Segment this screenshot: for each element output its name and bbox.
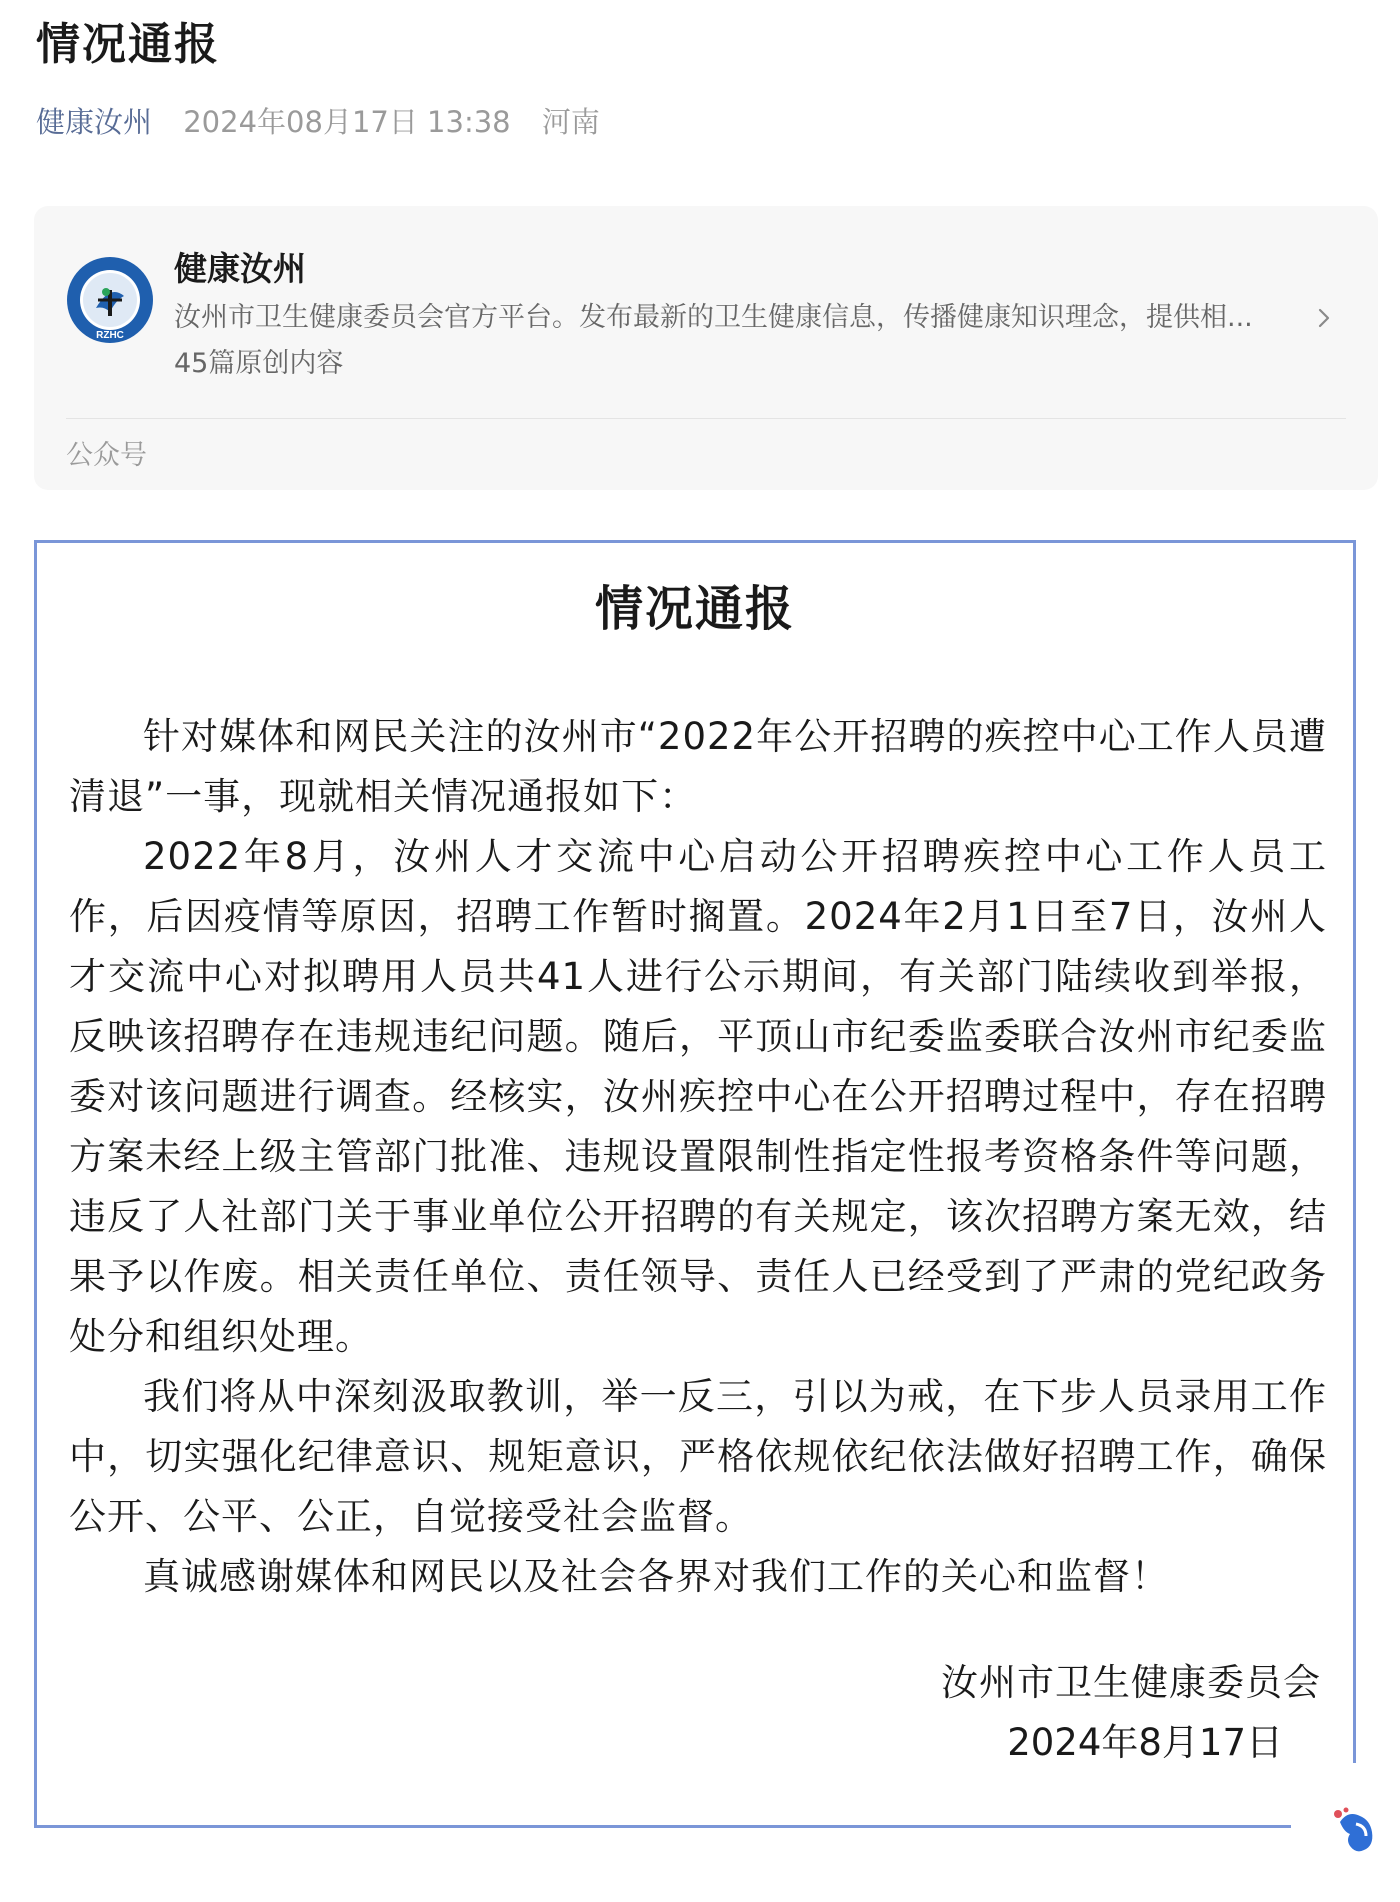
publish-location: 河南 [541,105,600,139]
article-meta [36,102,600,142]
page-title: 情况通报 [36,19,220,70]
notice-paragraph: 2022年8月，汝州人才交流中心启动公开招聘疾控中心工作人员工作，后因疫情等原因，招聘工作暂时搁置。2024年2月1日至7日，汝州人才交流中心对拟聘用人员共41人进行公示期间，有关部门陆续收到举报，反映该招聘存在违规违纪问题。随后，平顶山市纪委监委联合汝州市纪委监委对该问题进行调查。经核实，汝州疾控中心在公开招聘过程中，存在招聘方案未经上级主管部门批准、违规设置限制性指定性报考资格条件等问题，违反了人社部门关于事业单位公开招聘的有关规定，该次招聘方案无效，结果予以作废。相关责任单位、责任领导、责任人已经受到了严肃的党纪政务处分和组织处理。 [69,835,1327,1358]
blue-bird-share-icon[interactable] [1326,1802,1382,1858]
notice-paragraph: 真诚感谢媒体和网民以及社会各界对我们工作的关心和监督！ [143,1555,1169,1598]
signature-date: 2024年8月17日 [1007,1721,1283,1764]
account-card[interactable] [34,206,1378,490]
signature-organization: 汝州市卫生健康委员会 [941,1661,1321,1704]
logo-text: RZHC [96,330,124,341]
account-description: 汝州市卫生健康委员会官方平台。发布最新的卫生健康信息，传播健康知识理念，提供相... [174,302,1253,333]
notice-paragraph: 我们将从中深刻汲取教训，举一反三，引以为戒，在下步人员录用工作中，切实强化纪律意识、规矩意识，严格依规依纪依法做好招聘工作，确保公开、公平、公正，自觉接受社会监督。 [69,1375,1327,1538]
account-type-label: 公众号 [66,440,147,471]
health-commission-logo-icon [66,256,154,344]
publish-date: 2024年08月17日 13:38 [183,105,511,139]
notice-paragraph: 针对媒体和网民关注的汝州市“2022年公开招聘的疾控中心工作人员遭清退”一事，现就相关情况通报如下： [69,715,1327,818]
notice-title: 情况通报 [594,581,795,637]
notice-frame [34,540,1356,1828]
notice-body [69,707,1327,1607]
account-name: 健康汝州 [174,249,306,288]
author-link[interactable]: 健康汝州 [36,105,153,139]
original-count: 45篇原创内容 [174,348,344,379]
chevron-right-icon[interactable] [1312,306,1336,330]
card-divider [66,418,1346,419]
